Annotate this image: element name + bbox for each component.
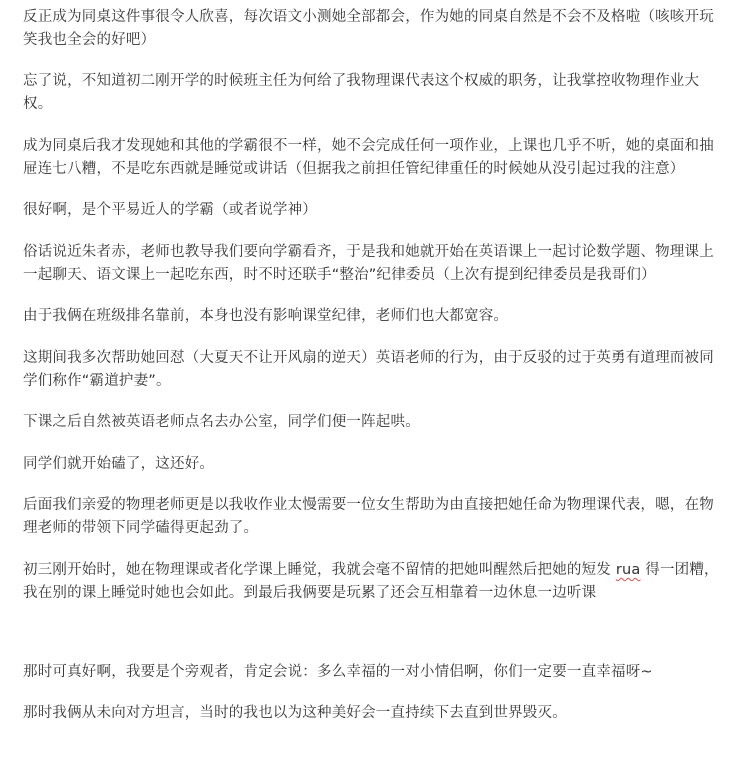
article-body: [23, 6, 723, 725]
paragraph-8: [23, 411, 723, 434]
paragraph-4: [23, 199, 723, 222]
paragraph-text: 很好啊，是个平易近人的学霸（或者说学神）: [23, 202, 317, 218]
paragraph-text: 忘了说，不知道初二刚开学的时候班主任为何给了我物理课代表这个权威的职务，让我掌控收物理作业大权。: [23, 73, 700, 112]
paragraph-text-after: 得一团糟，我在别的课上睡觉时她也会如此。到最后我俩要是玩累了还会互相靠着一边休息一边听课: [23, 562, 719, 601]
paragraph-11: [23, 559, 723, 605]
paragraph-5: [23, 241, 723, 287]
paragraph-text-before: 初三刚开始时，她在物理课或者化学课上睡觉，我就会毫不留情的把她叫醒然后把她的短发: [23, 562, 616, 578]
paragraph-7: [23, 347, 723, 393]
paragraph-text: 成为同桌后我才发现她和其他的学霸很不一样，她不会完成任何一项作业，上课也几乎不听，她的桌面和抽屉连七八糟，不是吃东西就是睡觉或讲话（但据我之前担任管纪律重任的时候她从没引起过我的注意）: [23, 138, 714, 177]
paragraph-3: [23, 135, 723, 181]
paragraph-text: 由于我俩在班级排名靠前，本身也没有影响课堂纪律，老师们也大都宽容。: [23, 308, 509, 324]
paragraph-text: 俗话说近朱者赤，老师也教导我们要向学霸看齐，于是我和她就开始在英语课上一起讨论数学题、物理课上一起聊天、语文课上一起吃东西，时不时还联手“整治”纪律委员（上次有提到纪律委员是我哥们）: [23, 244, 714, 283]
paragraph-1: [23, 6, 723, 52]
paragraph-9: [23, 453, 723, 476]
paragraph-text: 后面我们亲爱的物理老师更是以我收作业太慢需要一位女生帮助为由直接把她任命为物理课代表，嗯，在物理老师的带领下同学磕得更起劲了。: [23, 497, 714, 536]
paragraph-text: 下课之后自然被英语老师点名去办公室，同学们便一阵起哄。: [23, 414, 420, 430]
paragraph-2: [23, 70, 723, 116]
paragraph-text: 那时可真好啊，我要是个旁观者，肯定会说：多么幸福的一对小情侣啊，你们一定要一直幸福呀~: [23, 664, 653, 680]
spellcheck-flagged-word: rua: [615, 562, 641, 578]
paragraph-12: [23, 661, 723, 684]
paragraph-text: 反正成为同桌这件事很令人欣喜，每次语文小测她全部都会，作为她的同桌自然是不会不及格啦（咳咳开玩笑我也全会的好吧）: [23, 9, 714, 48]
paragraph-text: 同学们就开始磕了，这还好。: [23, 456, 215, 472]
paragraph-text: 这期间我多次帮助她回怼（大夏天不让开风扇的逆天）英语老师的行为，由于反驳的过于英勇有道理而被同学们称作“霸道护妻”。: [23, 350, 714, 389]
paragraph-10: [23, 494, 723, 540]
paragraph-text: 那时我俩从未向对方坦言，当时的我也以为这种美好会一直持续下去直到世界毁灭。: [23, 705, 567, 721]
paragraph-6: [23, 305, 723, 328]
paragraph-13: [23, 702, 723, 725]
